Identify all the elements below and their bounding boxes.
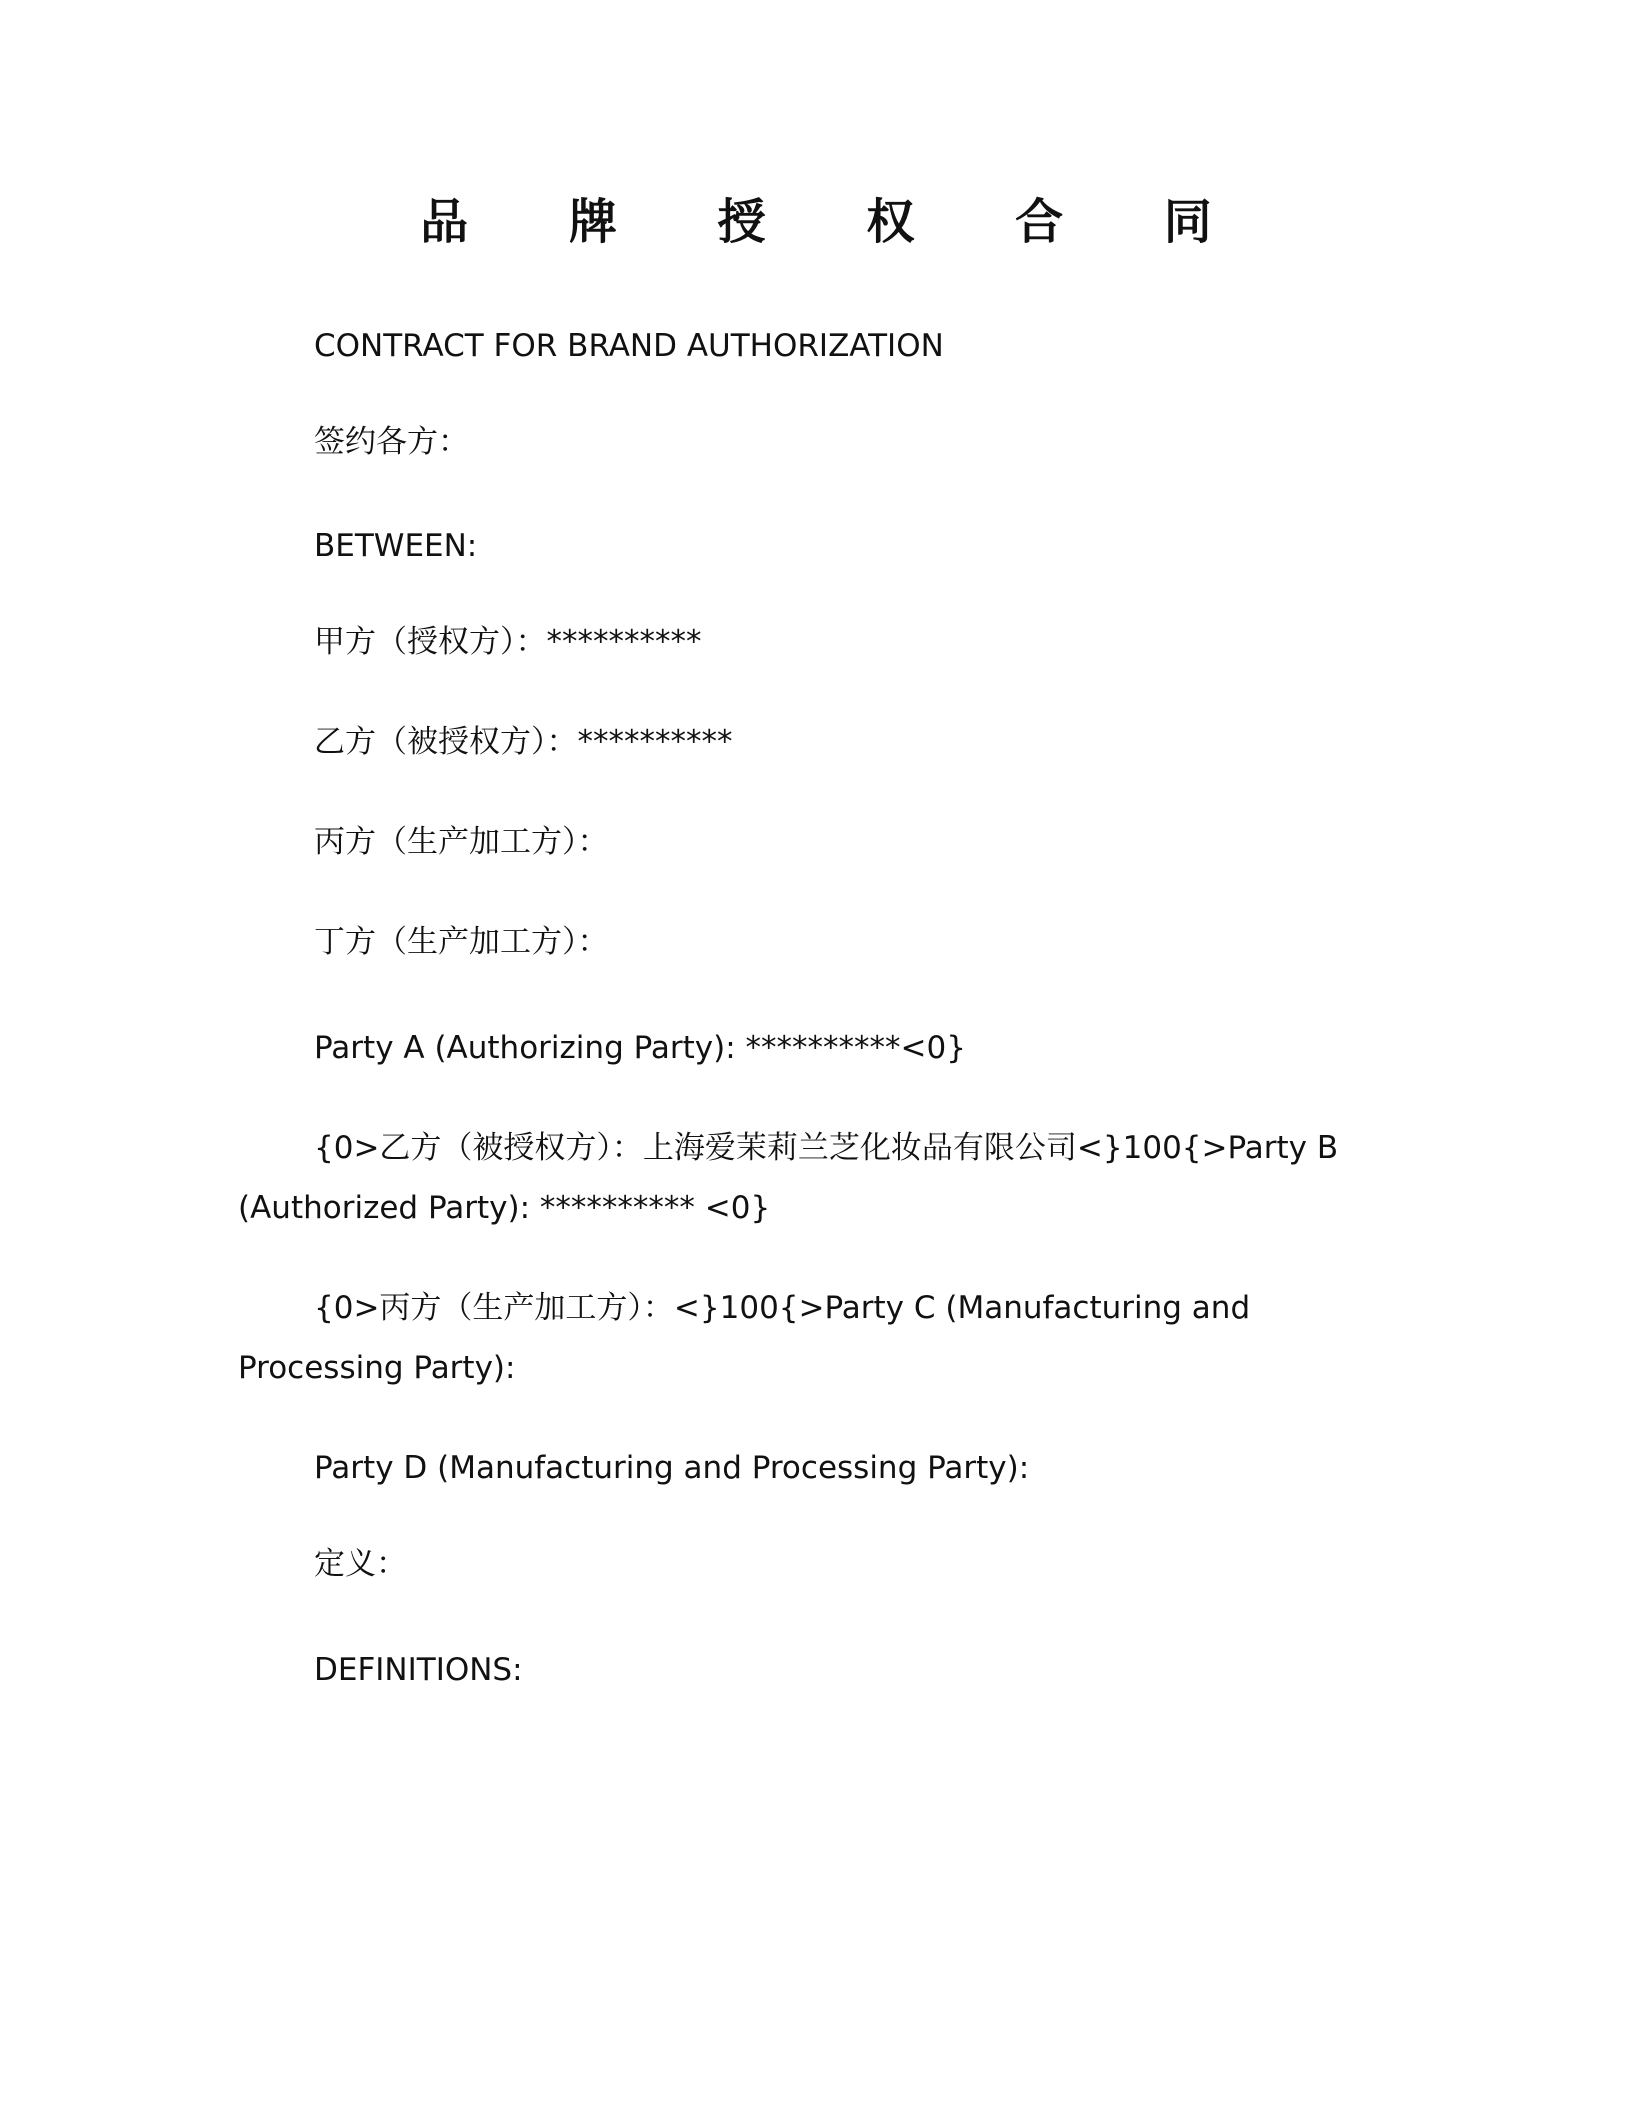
definitions-heading-cn: 定义： <box>314 1546 407 1582</box>
party-d-en: Party D (Manufacturing and Processing Party): <box>314 1450 1030 1486</box>
party-c-bilingual: {0>丙方（生产加工方）：<}100{>Party C (Manufacturing and Processing Party): <box>238 1290 1251 1386</box>
contract-english-title: CONTRACT FOR BRAND AUTHORIZATION <box>314 328 944 364</box>
party-b-bilingual: {0>乙方（被授权方）：上海爱茉莉兰芝化妆品有限公司<}100{>Party B (Authorized Party): ********** <0} <box>238 1130 1339 1226</box>
party-d-cn: 丁方（生产加工方）： <box>314 924 609 960</box>
signing-parties-heading: 签约各方： <box>314 424 469 460</box>
party-b-cn: 乙方（被授权方）：********** <box>314 724 733 760</box>
definitions-heading-en: DEFINITIONS: <box>314 1652 523 1688</box>
party-a-en: Party A (Authorizing Party): **********<0} <box>314 1030 966 1066</box>
document-title: 品 牌 授 权 合 同 <box>420 194 1254 250</box>
party-c-cn: 丙方（生产加工方）： <box>314 824 609 860</box>
between-heading: BETWEEN: <box>314 528 478 564</box>
party-a-cn: 甲方（授权方）：********** <box>314 624 702 660</box>
